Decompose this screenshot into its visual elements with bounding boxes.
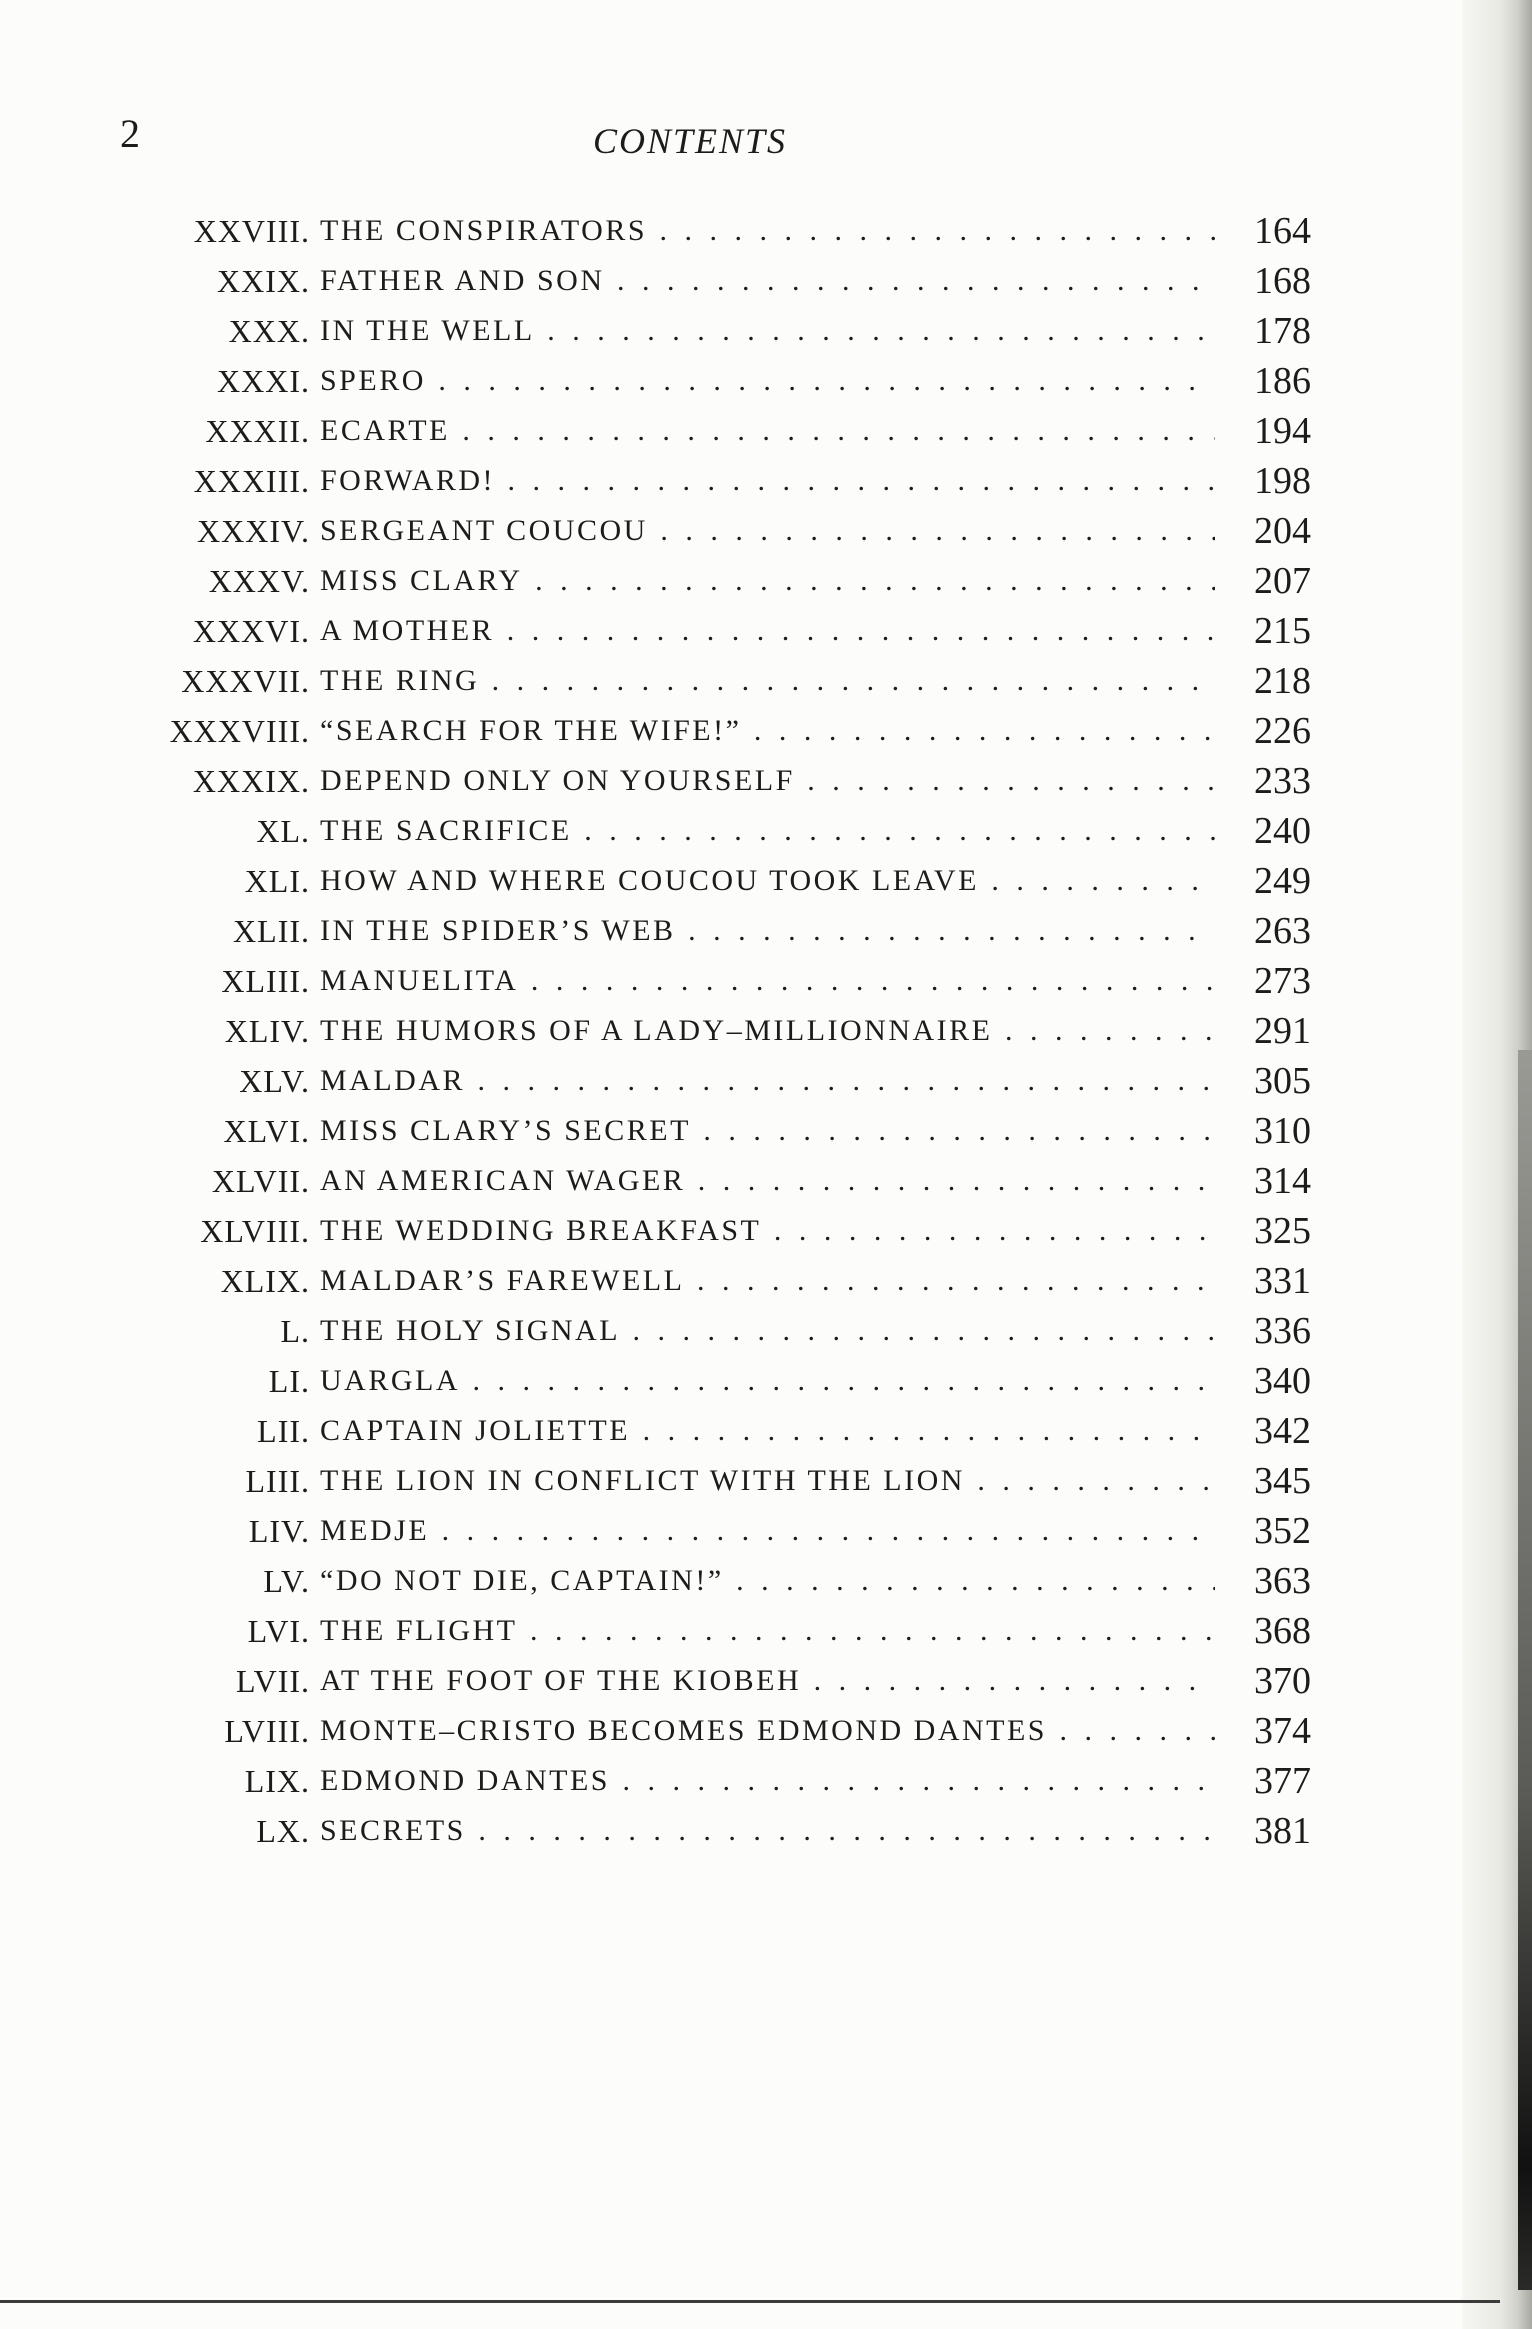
chapter-number: XLVI. [223,1113,310,1149]
chapter-page: 207 [1215,556,1311,606]
toc-entry [120,1506,1311,1556]
chapter-page: 168 [1215,256,1311,306]
chapter-title: THE CONSPIRATORS . . [320,206,1270,256]
binding-shadow [1518,1050,1532,2290]
chapter-page: 325 [1215,1206,1311,1256]
toc-entry [120,506,1311,556]
chapter-number: XXXV. [208,563,310,599]
toc-entry [120,806,1311,856]
chapter-number: XXX. [228,313,310,349]
toc-entry [120,256,1311,306]
toc-entry [120,656,1311,706]
chapter-number: LIX. [244,1763,310,1799]
running-head: CONTENTS [592,121,788,161]
chapter-number: XXXVIII. [169,713,310,749]
toc-entry [120,1606,1311,1656]
bottom-rule [0,2300,1500,2303]
chapter-page: 377 [1215,1756,1311,1806]
table-of-contents [120,206,1311,1856]
toc-entry [120,606,1311,656]
chapter-page: 186 [1215,356,1311,406]
chapter-title: MEDJE . . [320,1506,1270,1556]
toc-entry [120,706,1311,756]
chapter-number: XXXII. [205,413,310,449]
chapter-number: XXXIX. [192,763,310,799]
chapter-number: XLVIII. [200,1213,310,1249]
chapter-title: AN AMERICAN WAGER . . [320,1156,1270,1206]
toc-entry [120,356,1311,406]
chapter-page: 204 [1215,506,1311,556]
toc-entry [120,1806,1311,1856]
chapter-title: MALDAR’S FAREWELL . . [320,1256,1270,1306]
chapter-page: 273 [1215,956,1311,1006]
toc-entry [120,756,1311,806]
page-number: 2 [120,111,141,156]
chapter-title: THE RING . . [320,656,1270,706]
chapter-number: L. [280,1313,310,1349]
chapter-number: XLI. [244,863,310,899]
toc-entry [120,456,1311,506]
chapter-title: FATHER AND SON . . [320,256,1270,306]
chapter-title: DEPEND ONLY ON YOURSELF . . [320,756,1270,806]
chapter-page: 240 [1215,806,1311,856]
chapter-number: LX. [256,1813,310,1849]
toc-entry [120,206,1311,256]
chapter-number: XXXVI. [192,613,310,649]
chapter-page: 336 [1215,1306,1311,1356]
chapter-page: 381 [1215,1806,1311,1856]
chapter-page: 352 [1215,1506,1311,1556]
toc-entry [120,1006,1311,1056]
chapter-title: THE HOLY SIGNAL . . [320,1306,1270,1356]
chapter-page: 331 [1215,1256,1311,1306]
chapter-title: ECARTE . . [320,406,1270,456]
chapter-title: MALDAR . . [320,1056,1270,1106]
chapter-page: 374 [1215,1706,1311,1756]
chapter-number: LV. [263,1563,310,1599]
chapter-title: THE LION IN CONFLICT WITH THE LION . . [320,1456,1270,1506]
chapter-number: XLVII. [211,1163,310,1199]
chapter-page: 233 [1215,756,1311,806]
chapter-number: XLII. [233,913,310,949]
toc-entry [120,906,1311,956]
chapter-page: 342 [1215,1406,1311,1456]
toc-entry [120,1456,1311,1506]
chapter-title: MISS CLARY’S SECRET . . [320,1106,1270,1156]
toc-entry [120,1356,1311,1406]
toc-entry [120,1206,1311,1256]
chapter-number: XXXVII. [181,663,310,699]
chapter-title: FORWARD! . . [320,456,1270,506]
chapter-page: 164 [1215,206,1311,256]
chapter-number: XXIX. [217,263,310,299]
chapter-title: HOW AND WHERE COUCOU TOOK LEAVE . . [320,856,1270,906]
chapter-title: CAPTAIN JOLIETTE . . [320,1406,1270,1456]
chapter-page: 291 [1215,1006,1311,1056]
toc-entry [120,1106,1311,1156]
chapter-page: 194 [1215,406,1311,456]
chapter-page: 226 [1215,706,1311,756]
chapter-page: 178 [1215,306,1311,356]
chapter-number: LVIII. [224,1713,310,1749]
toc-entry [120,556,1311,606]
chapter-title: SPERO . . [320,356,1270,406]
chapter-number: XXXIV. [197,513,310,549]
toc-entry [120,1406,1311,1456]
toc-entry [120,1756,1311,1806]
chapter-page: 263 [1215,906,1311,956]
chapter-number: XLIV. [224,1013,310,1049]
chapter-title: MISS CLARY . . [320,556,1270,606]
chapter-title: IN THE SPIDER’S WEB . . [320,906,1270,956]
chapter-title: SECRETS . . [320,1806,1270,1856]
chapter-title: “SEARCH FOR THE WIFE!” . . [320,706,1270,756]
chapter-title: MONTE–CRISTO BECOMES EDMOND DANTES . . [320,1706,1270,1756]
chapter-title: MANUELITA . . [320,956,1270,1006]
chapter-number: XXXI. [217,363,310,399]
toc-entry [120,856,1311,906]
chapter-number: LVII. [235,1663,310,1699]
chapter-page: 305 [1215,1056,1311,1106]
chapter-page: 363 [1215,1556,1311,1606]
chapter-page: 370 [1215,1656,1311,1706]
chapter-number: LIII. [245,1463,310,1499]
chapter-number: XL. [256,813,310,849]
chapter-number: LVI. [247,1613,310,1649]
chapter-page: 368 [1215,1606,1311,1656]
chapter-page: 218 [1215,656,1311,706]
chapter-number: XXXIII. [193,463,310,499]
chapter-title: AT THE FOOT OF THE KIOBEH . . [320,1656,1270,1706]
toc-entry [120,1056,1311,1106]
chapter-number: LIV. [248,1513,310,1549]
toc-entry [120,306,1311,356]
chapter-title: THE WEDDING BREAKFAST . . [320,1206,1270,1256]
toc-entry [120,1306,1311,1356]
chapter-title: THE SACRIFICE . . [320,806,1270,856]
chapter-title: A MOTHER . . [320,606,1270,656]
chapter-number: LII. [257,1413,310,1449]
toc-entry [120,1156,1311,1206]
toc-entry [120,1656,1311,1706]
chapter-page: 314 [1215,1156,1311,1206]
chapter-number: XLV. [239,1063,310,1099]
toc-entry [120,406,1311,456]
toc-entry [120,1706,1311,1756]
chapter-page: 198 [1215,456,1311,506]
chapter-title: EDMOND DANTES . . [320,1756,1270,1806]
chapter-number: XLIX. [220,1263,310,1299]
chapter-title: THE FLIGHT . . [320,1606,1270,1656]
chapter-page: 310 [1215,1106,1311,1156]
chapter-page: 215 [1215,606,1311,656]
chapter-page: 345 [1215,1456,1311,1506]
chapter-title: UARGLA . . [320,1356,1270,1406]
chapter-title: THE HUMORS OF A LADY–MILLIONNAIRE . . [320,1006,1270,1056]
toc-entry [120,956,1311,1006]
toc-entry [120,1256,1311,1306]
chapter-title: IN THE WELL . . [320,306,1270,356]
chapter-page: 340 [1215,1356,1311,1406]
chapter-number: LI. [268,1363,310,1399]
toc-entry [120,1556,1311,1606]
chapter-title: SERGEANT COUCOU . . [320,506,1270,556]
chapter-number: XXVIII. [193,213,310,249]
chapter-title: “DO NOT DIE, CAPTAIN!” . . [320,1556,1270,1606]
chapter-page: 249 [1215,856,1311,906]
chapter-number: XLIII. [221,963,310,999]
